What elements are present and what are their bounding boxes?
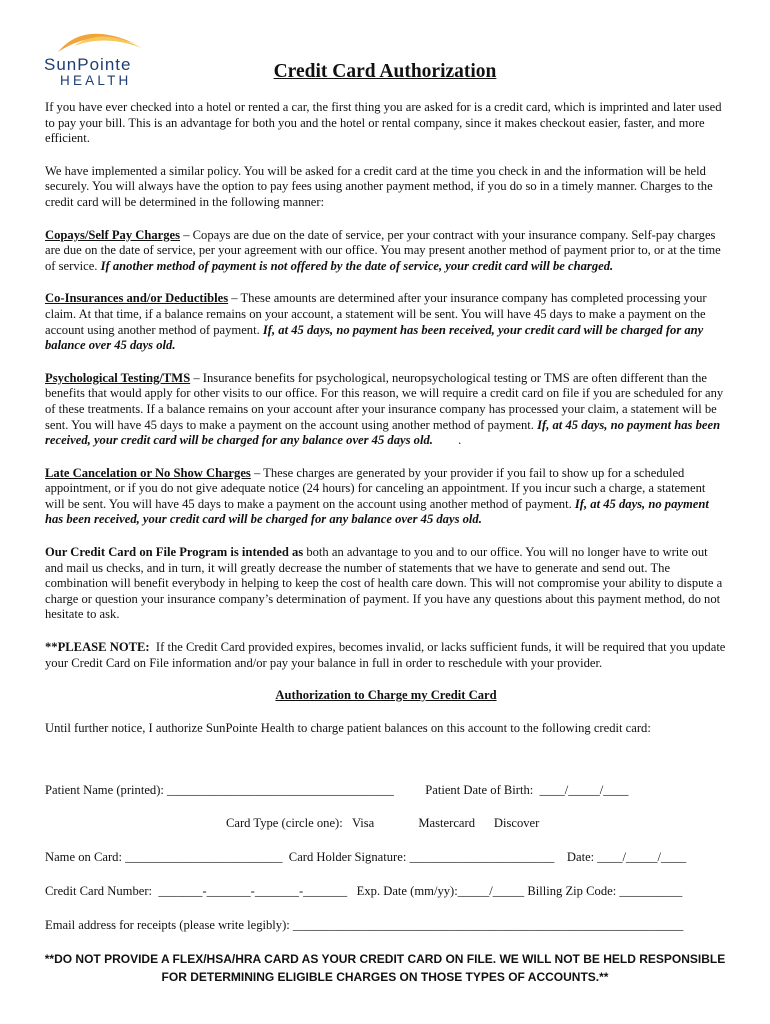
logo-subtitle: HEALTH	[60, 73, 132, 88]
intro-paragraph-2: We have implemented a similar policy. You will be asked for a credit card at the time you check in and the information will be held securely. You will always have the option to pay fees using another payment method, if you do so in a timely manner. Charges to the credit card will be determined in the following manner:	[45, 163, 713, 209]
program-text: both an advantage to you and to our office. You will no longer have to write out and mail us checks, and in turn, it will greatly decrease the number of statements that we have to generate and send out. The combination will benefit everybody in helping to keep the cost of health care down. This will not compromise your ability to dispute a charge or question your insurance company’s determination of payment. If you have any questions about this payment method, do not hesitate to ask.	[45, 545, 723, 622]
authorization-heading: Authorization to Charge my Credit Card	[275, 688, 497, 703]
program-lead: Our Credit Card on File Program is intended as	[45, 545, 304, 560]
psych-testing-emphasis: If, at 45 days, no payment has been received, your credit card will be charged for any balance over 45 days old.	[45, 417, 721, 448]
psych-testing-heading: Psychological Testing/TMS	[45, 370, 191, 385]
intro-paragraph-1: If you have ever checked into a hotel or rented a car, the first thing you are asked for is a credit card, which is imprinted and later used to pay your bill. This is an advantage for both you and the hotel or rental company, since it makes checkout easier, faster, and more efficient.	[45, 100, 722, 146]
card-holder-line[interactable]: Name on Card: _________________________ Card Holder Signature: _______________________ Date: ____/_____/____	[45, 850, 687, 864]
logo-name: SunPointe	[44, 55, 132, 74]
credit-card-number-line[interactable]: Credit Card Number: _______-_______-_______-_______ Exp. Date (mm/yy):_____/_____ Billing Zip Code: __________	[45, 884, 683, 898]
coinsurance-heading: Co-Insurances and/or Deductibles	[45, 291, 229, 306]
late-cancel-emphasis: If, at 45 days, no payment has been received, your credit card will be charged for any balance over 45 days old.	[45, 496, 709, 527]
coinsurance-emphasis: If, at 45 days, no payment has been received, your credit card will be charged for any balance over 45 days old.	[45, 322, 704, 353]
authorization-statement: Until further notice, I authorize SunPointe Health to charge patient balances on this account to the following credit card:	[45, 720, 651, 735]
copays-heading: Copays/Self Pay Charges	[45, 227, 181, 242]
page-title: Credit Card Authorization	[273, 61, 497, 82]
copays-section	[45, 228, 727, 275]
card-type-line[interactable]: Card Type (circle one): Visa Mastercard Discover	[226, 816, 540, 830]
please-note-section	[45, 640, 727, 671]
email-receipts-line[interactable]: Email address for receipts (please write legibly): ______________________________________________________________	[45, 918, 684, 932]
warning-line-2: FOR DETERMINING ELIGIBLE CHARGES ON THOSE TYPES OF ACCOUNTS.**	[161, 970, 609, 984]
late-cancel-text: – These charges are generated by your provider if you fail to show up for a scheduled appointment, or if you do not give adequate notice (24 hours) for canceling an appointment. If you incur such a charge, a statement will be sent. You will have 45 days to make a payment on the account using another method of payment.	[45, 465, 706, 511]
coinsurance-text: – These amounts are determined after your insurance company has completed processing your claim. At that time, if a balance remains on your account, a statement will be sent. You will have 45 days to make a payment on the account using another method of payment.	[45, 291, 707, 337]
please-note-text: If the Credit Card provided expires, becomes invalid, or lacks sufficient funds, it will be required that you update your Credit Card on File information and/or pay your balance in full in order to reschedule with your provider.	[45, 640, 729, 670]
patient-info-line[interactable]: Patient Name (printed): ____________________________________ Patient Date of Birth: ____/_____/____	[45, 783, 629, 797]
flex-hsa-warning	[0, 950, 770, 986]
psych-testing-tail: .	[432, 433, 462, 448]
warning-line-1: **DO NOT PROVIDE A FLEX/HSA/HRA CARD AS YOUR CREDIT CARD ON FILE. WE WILL NOT BE HELD RESPONSIBLE	[44, 952, 726, 966]
please-note-lead: **PLEASE NOTE:	[45, 640, 150, 655]
late-cancel-section	[45, 466, 727, 528]
program-section	[45, 545, 727, 623]
authorization-heading-wrap	[45, 688, 727, 704]
late-cancel-heading: Late Cancelation or No Show Charges	[45, 465, 251, 480]
sun-arc-icon	[44, 22, 159, 58]
document-body	[45, 100, 727, 753]
psych-testing-text: – Insurance benefits for psychological, neuropsychological testing or TMS are often different than the benefits that would apply for other visits to our office. For this reason, we will require a credit card on file if you are scheduled for any of these treatments. If a balance remains on your account after your insurance company has processed your claim, a statement will be sent. You will have 45 days to make a payment on the account using another method of payment.	[45, 370, 724, 432]
copays-emphasis: If another method of payment is not offered by the date of service, your credit card will be charged.	[100, 258, 614, 273]
coinsurance-section	[45, 291, 727, 353]
psych-testing-section	[45, 371, 727, 449]
copays-text: – Copays are due on the date of service, per your contract with your insurance company. Self-pay charges are due on the date of service, per your agreement with our office. You may present another method of payment prior to, or at the time of service.	[45, 227, 721, 273]
